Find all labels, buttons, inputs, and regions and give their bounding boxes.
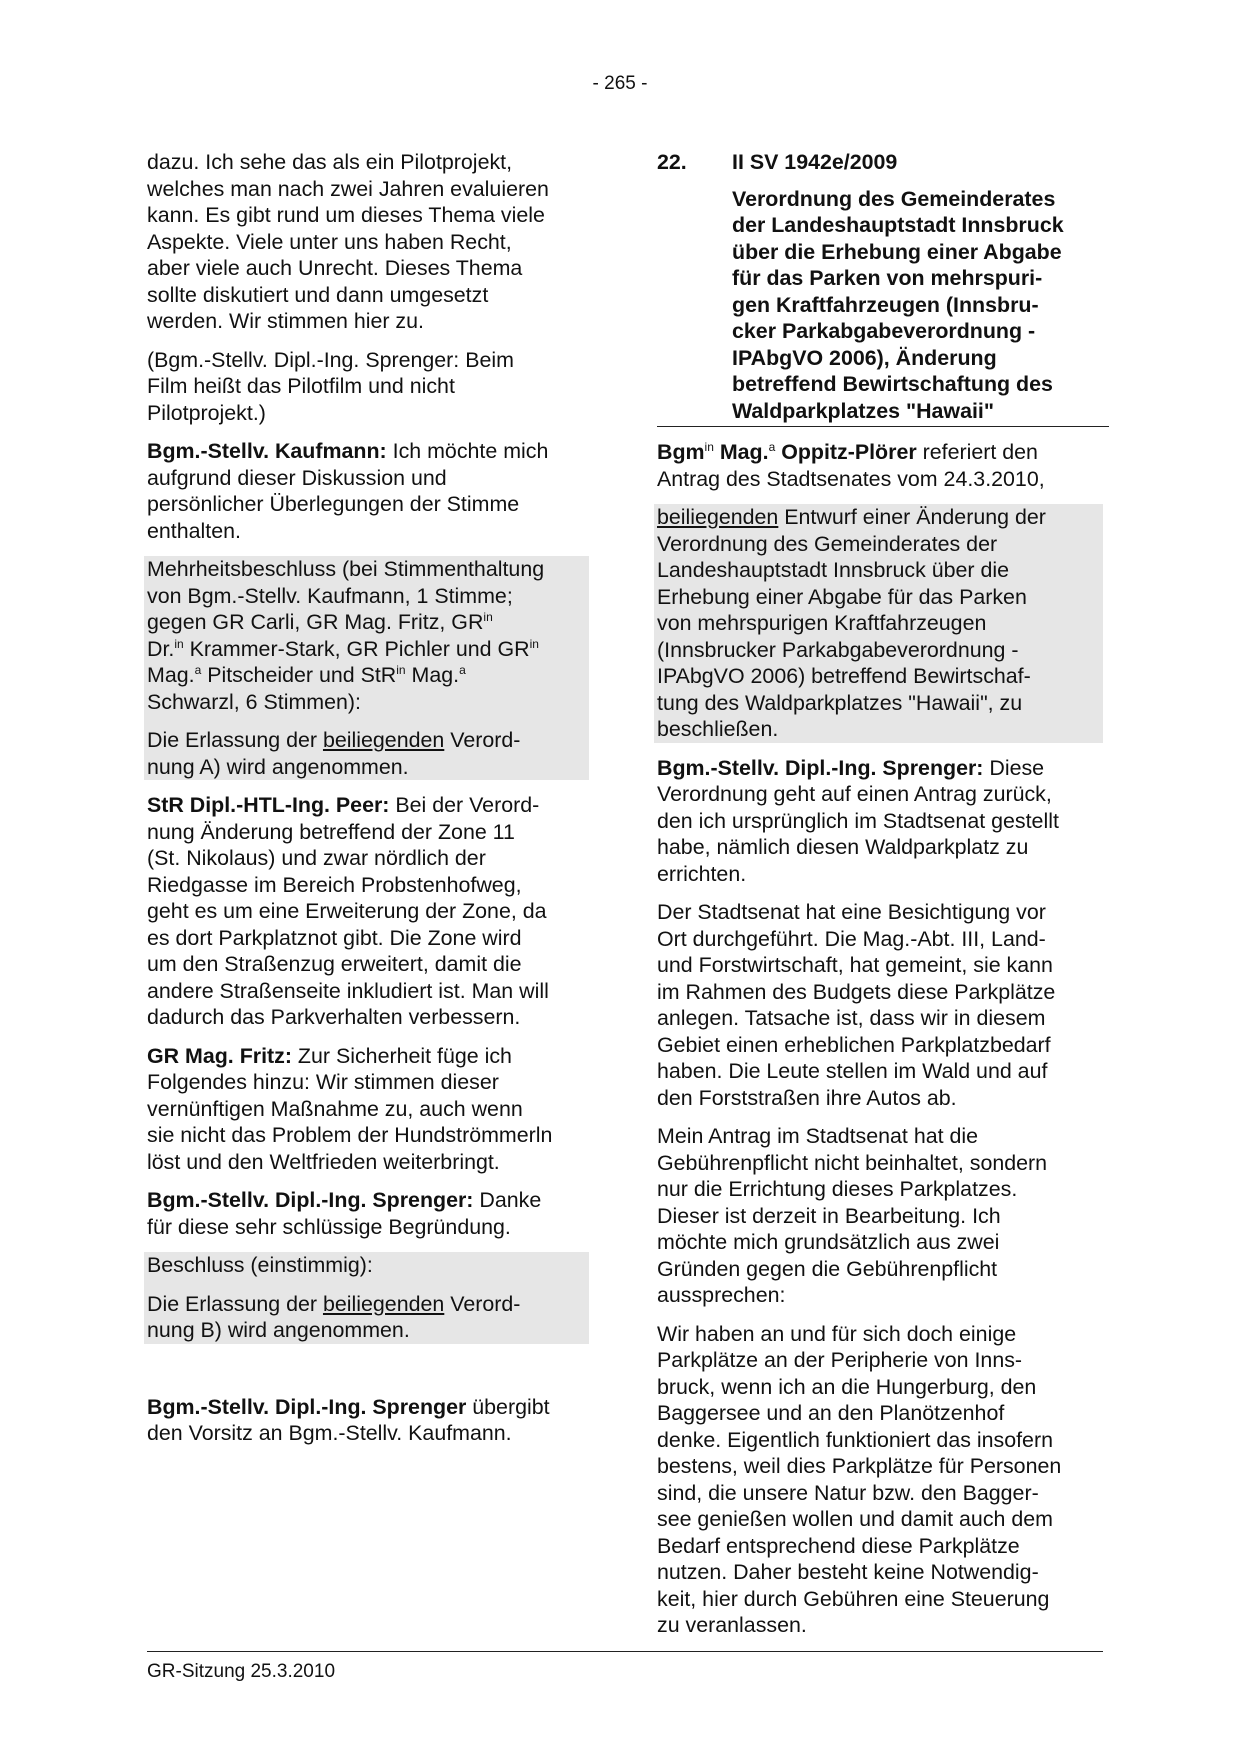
page-number: - 265 -	[592, 73, 648, 94]
text-line: von mehrspurigen Kraftfahrzeugen	[657, 611, 987, 635]
statement-fritz: GR Mag. Fritz: Zur Sicherheit füge ich Folgendes hinzu: Wir stimmen dieser vernünftigen Maßnahme zu, auch wenn sie nicht das Problem der Hundströmmerln löst und den Weltfrieden weiterbringt.	[147, 1043, 589, 1176]
text-line: persönlicher Überlegungen der Stimme	[147, 492, 520, 516]
text-line: geht es um eine Erweiterung der Zone, da	[147, 899, 547, 923]
text-line: (Innsbrucker Parkabgabeverordnung -	[657, 637, 1019, 662]
text-line: bestens, weil dies Parkplätze für Personen	[657, 1454, 1062, 1478]
speaker-name: StR Dipl.-HTL-Ing. Peer:	[147, 793, 390, 817]
text-line: Waldparkplatzes "Hawaii"	[732, 398, 994, 423]
footer: GR-Sitzung 25.3.2010	[147, 1661, 336, 1682]
speaker-name: Bgm.-Stellv. Kaufmann:	[147, 439, 387, 463]
statement-sprenger-thanks: Bgm.-Stellv. Dipl.-Ing. Sprenger: Danke für diese sehr schlüssige Begründung.	[147, 1187, 589, 1240]
speaker-name: Bgm.-Stellv. Dipl.-Ing. Sprenger:	[147, 1188, 474, 1212]
text-line: im Rahmen des Budgets diese Parkplätze	[657, 979, 1056, 1004]
text-line: dadurch das Parkverhalten verbessern.	[147, 1005, 521, 1029]
text-line: Gebührenpflicht nicht beinhaltet, sondern	[657, 1150, 1048, 1175]
motion-text	[654, 504, 1103, 743]
text-line: Pilotprojekt.)	[147, 400, 266, 425]
text-line: Gründen gegen die Gebührenpflicht	[657, 1256, 998, 1281]
paragraph-continuation	[147, 149, 589, 335]
right-column	[657, 149, 1103, 1651]
statement-kaufmann: Bgm.-Stellv. Kaufmann: Ich möchte mich aufgrund dieser Diskussion und persönlicher Überlegungen der Stimme enthalten.	[147, 438, 589, 544]
text-line: Baggersee und an den Planötzenhof	[657, 1401, 1005, 1425]
text-line: über die Erhebung einer Abgabe	[732, 239, 1062, 264]
text-line: sind, die unsere Natur bzw. den Bagger-	[657, 1480, 1039, 1505]
text-line: Aspekte. Viele unter uns haben Recht,	[147, 229, 512, 254]
text-line: löst und den Weltfrieden weiterbringt.	[147, 1149, 500, 1174]
left-column	[147, 149, 589, 1459]
text-line: aber viele auch Unrecht. Dieses Thema	[147, 256, 523, 280]
chair-handover: Bgm.-Stellv. Dipl.-Ing. Sprenger übergibt den Vorsitz an Bgm.-Stellv. Kaufmann.	[147, 1394, 589, 1447]
text-line: für diese sehr schlüssige Begründung.	[147, 1214, 511, 1239]
text-line: errichten.	[657, 861, 747, 886]
agenda-number: 22.	[657, 150, 687, 174]
text-line: Wir haben an und für sich doch einige	[657, 1321, 1017, 1346]
text-line: dazu. Ich sehe das als ein Pilotprojekt,	[147, 150, 513, 174]
text-line: IPAbgVO 2006) betreffend Bewirtschaf-	[657, 664, 1031, 688]
text-line: zu veranlassen.	[657, 1613, 807, 1637]
text-line: betreffend Bewirtschaftung des	[732, 372, 1053, 396]
text-line: nur die Errichtung dieses Parkplatzes.	[657, 1177, 1018, 1201]
text-line: Riedgasse im Bereich Probstenhofweg,	[147, 872, 522, 897]
speaker-name: Bgm.-Stellv. Dipl.-Ing. Sprenger	[147, 1394, 467, 1419]
text-line: Verordnung geht auf einen Antrag zurück,	[657, 782, 1052, 806]
motion-paragraph: beiliegenden Entwurf einer Änderung der Verordnung des Gemeinderates der Landeshauptstadt Innsbruck über die Erhebung einer Abgabe für das Parken von mehrspurigen Kraftfahrzeugen (Innsbrucker Parkabgabeverordnung - IPAbgVO 2006) betreffend Bewirtschaf- tung des Waldparkplatzes "Hawaii", zu beschließen.	[657, 504, 1103, 743]
text-line: kann. Es gibt rund um dieses Thema viele	[147, 203, 545, 227]
text-line: (Bgm.-Stellv. Dipl.-Ing. Sprenger: Beim	[147, 347, 514, 372]
text-line: welches man nach zwei Jahren evaluieren	[147, 176, 549, 201]
text-line: habe, nämlich diesen Waldparkplatz zu	[657, 835, 1029, 859]
speaker-name: Bgm.-Stellv. Dipl.-Ing. Sprenger:	[657, 755, 984, 780]
resolution-b-vote: Beschluss (einstimmig):	[147, 1253, 373, 1277]
paragraph-stadtsenat	[657, 899, 1103, 1111]
text-line: haben. Die Leute stellen im Wald und auf	[657, 1059, 1048, 1083]
text-line: denke. Eigentlich funktioniert das insofern	[657, 1427, 1053, 1452]
text-line: Gebiet einen erheblichen Parkplatzbedarf	[657, 1032, 1051, 1057]
text-line: möchte mich grundsätzlich aus zwei	[657, 1230, 1000, 1254]
text-line: und Forstwirtschaft, hat gemeint, sie kann	[657, 953, 1053, 977]
text-line: (St. Nikolaus) und zwar nördlich der	[147, 846, 486, 870]
text-line: den Vorsitz an Bgm.-Stellv. Kaufmann.	[147, 1421, 512, 1445]
text-line: Film heißt das Pilotfilm und nicht	[147, 374, 455, 398]
text-line: Parkplätze an der Peripherie von Inns-	[657, 1348, 1023, 1372]
resolution-a-vote: Mehrheitsbeschluss (bei Stimmenthaltung von Bgm.-Stellv. Kaufmann, 1 Stimme; gegen GR Carli, GR Mag. Fritz, $GR^{in}$ Dr.$^{in}$ Krammer-Stark, GR Pichler und $GR^{in}$ Mag.$^a$ Pitscheider und StR$^{in}$ Mag.$^a$ Schwarzl, 6 Stimmen):	[147, 557, 545, 714]
agenda-code: II SV 1942e/2009	[732, 150, 898, 174]
text-line: es dort Parkplatznot gibt. Die Zone wird	[147, 925, 522, 950]
text-line: Verordnung des Gemeinderates	[732, 186, 1056, 211]
text-line: den Forststraßen ihre Autos ab.	[657, 1085, 957, 1110]
intro-oppitz-ploerer: Bgm$^{in}$ Mag.$^a$ Oppitz-Plörer referiert den Antrag des Stadtsenates vom 24.3.2010,	[657, 440, 1045, 491]
text-line: den ich ursprünglich im Stadtsenat gestellt	[657, 808, 1059, 833]
text-line: der Landeshauptstadt Innsbruck	[732, 213, 1064, 237]
text-line: keit, hier durch Gebühren eine Steuerung	[657, 1586, 1050, 1611]
text-line: nung Änderung betreffend der Zone 11	[147, 819, 515, 844]
resolution-a-decision: Die Erlassung der beiliegenden Verord- nung A) wird angenommen.	[147, 728, 521, 779]
text-line: cker Parkabgabeverordnung -	[732, 319, 1036, 343]
text-line: beschließen.	[657, 717, 779, 741]
text-line: Verordnung des Gemeinderates der	[657, 531, 998, 556]
text-line: enthalten.	[147, 518, 241, 543]
paragraph-antrag	[657, 1123, 1103, 1309]
agenda-divider	[657, 426, 1109, 427]
text-line: vernünftigen Maßnahme zu, auch wenn	[147, 1096, 523, 1121]
text-line: Folgendes hinzu: Wir stimmen dieser	[147, 1070, 499, 1094]
text-line: andere Straßenseite inkludiert ist. Man will	[147, 978, 549, 1003]
interjection-sprenger	[147, 347, 589, 427]
text-line: bruck, wenn ich an die Hungerburg, den	[657, 1374, 1037, 1399]
text-line: Ort durchgeführt. Die Mag.-Abt. III, Land-	[657, 926, 1046, 951]
resolution-b	[144, 1252, 589, 1344]
text-line: Mein Antrag im Stadtsenat hat die	[657, 1124, 979, 1148]
footer-divider	[147, 1651, 1103, 1652]
text-line: sollte diskutiert und dann umgesetzt	[147, 282, 489, 307]
text-line: aussprechen:	[657, 1283, 786, 1307]
statement-sprenger: Bgm.-Stellv. Dipl.-Ing. Sprenger: Diese Verordnung geht auf einen Antrag zurück, den ich ursprünglich im Stadtsenat gestellt habe, nämlich diesen Waldparkplatz zu errichten.	[657, 755, 1103, 888]
agenda-item-header	[657, 149, 1103, 176]
text-line: Dieser ist derzeit in Bearbeitung. Ich	[657, 1203, 1001, 1228]
text-line: Landeshauptstadt Innsbruck über die	[657, 558, 1010, 582]
text-line: werden. Wir stimmen hier zu.	[147, 309, 424, 333]
text-line: IPAbgVO 2006), Änderung	[732, 345, 997, 370]
agenda-title	[732, 186, 1103, 425]
text-line: gen Kraftfahrzeugen (Innsbru-	[732, 292, 1039, 317]
statement-peer: StR Dipl.-HTL-Ing. Peer: Bei der Verord- nung Änderung betreffend der Zone 11 (St. Nikolaus) und zwar nördlich der Riedgasse im Bereich Probstenhofweg, geht es um eine Erweiterung der Zone, da es dort Parkplatznot gibt. Die Zone wird um den Straßenzug erweitert, damit die andere Straßenseite inkludiert ist. Man will dadurch das Parkverhalten verbessern.	[147, 792, 589, 1031]
text-line: sie nicht das Problem der Hundströmmerln	[147, 1123, 553, 1147]
text-line: anlegen. Tatsache ist, dass wir in diesem	[657, 1006, 1046, 1030]
speaker-name: GR Mag. Fritz:	[147, 1043, 292, 1068]
text-line: Erhebung einer Abgabe für das Parken	[657, 584, 1027, 609]
resolution-b-decision: Die Erlassung der beiliegenden Verord- nung B) wird angenommen.	[147, 1291, 521, 1342]
text-line: für das Parken von mehrspuri-	[732, 266, 1043, 290]
paragraph-peripherie	[657, 1321, 1103, 1639]
text-line: nutzen. Daher besteht keine Notwendig-	[657, 1560, 1039, 1584]
text-line: see genießen wollen und damit auch dem	[657, 1507, 1053, 1531]
text-line: Bedarf entsprechend diese Parkplätze	[657, 1533, 1020, 1558]
text-line: tung des Waldparkplatzes "Hawaii", zu	[657, 690, 1023, 715]
text-line: um den Straßenzug erweitert, damit die	[147, 952, 522, 976]
text-line: Der Stadtsenat hat eine Besichtigung vor	[657, 900, 1046, 924]
text-line: aufgrund dieser Diskussion und	[147, 465, 447, 490]
resolution-a	[144, 556, 589, 780]
